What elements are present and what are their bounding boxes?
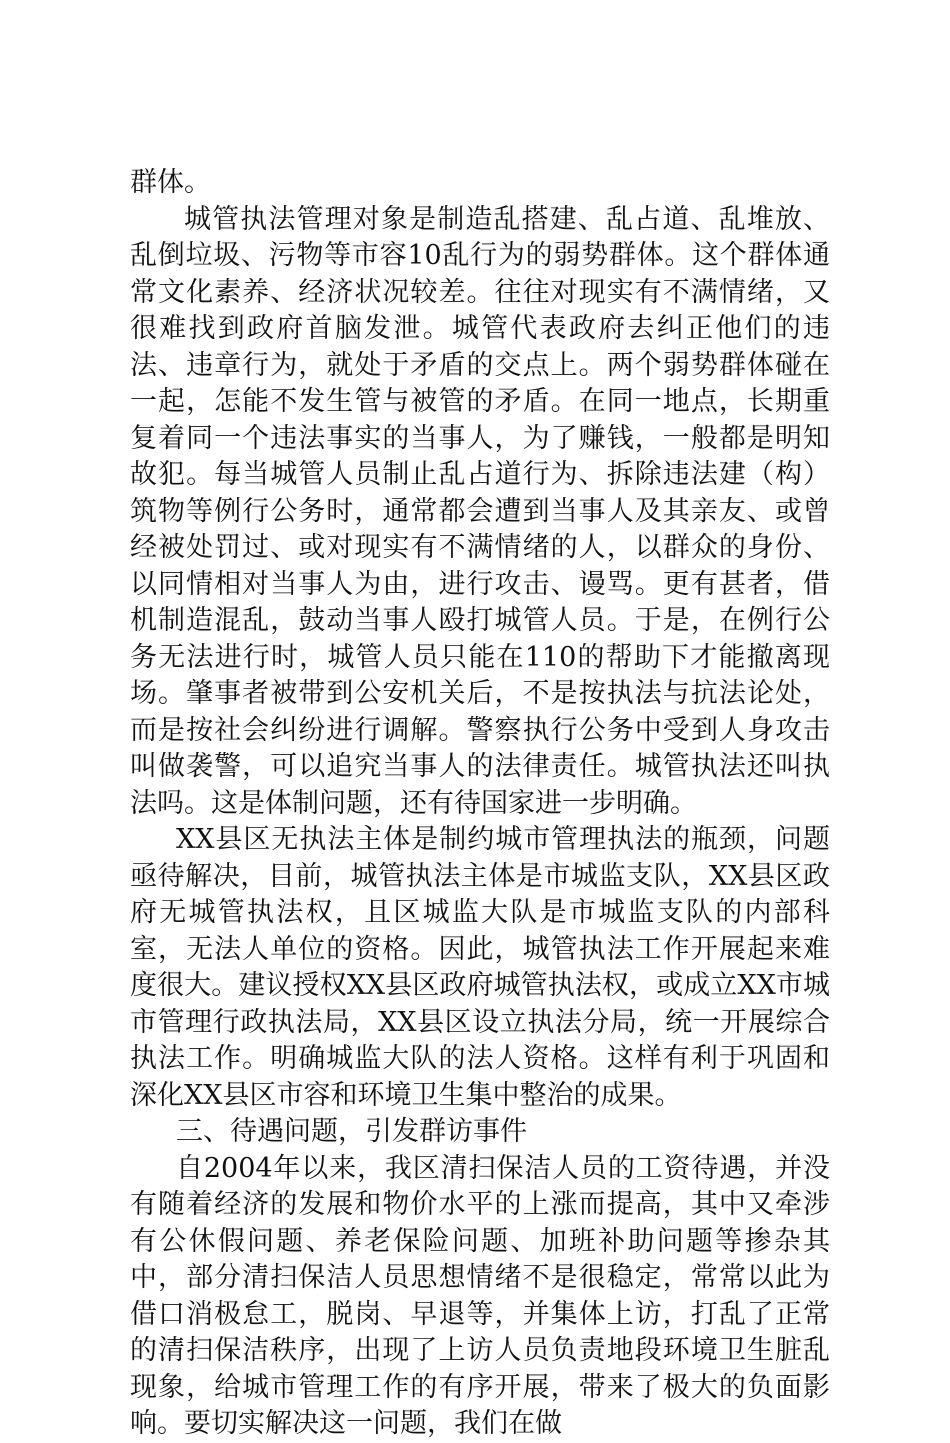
paragraph-enforcement-authority: XX县区无执法主体是制约城市管理执法的瓶颈，问题亟待解决，目前，城管执法主体是市城监支队，XX县区政府无城管执法权，且区城监大队是市城监支队的内部科室，无法人单位的资格。因此，城管执法工作开展起来难度很大。建议授权XX县区政府城管执法权，或成立XX市城市管理行政执法局，XX县区设立执法分局，统一开展综合执法工作。明确城监大队的法人资格。这样有利于巩固和深化XX县区市容和环境卫生集中整治的成果。 bbox=[130, 824, 830, 1111]
document-body bbox=[130, 165, 830, 1443]
paragraph-wages: 自2004年以来，我区清扫保洁人员的工资待遇，并没有随着经济的发展和物价水平的上涨而提高，其中又牵涉有公休假问题、养老保险问题、加班补助问题等掺杂其中，部分清扫保洁人员思想情绪不是很稳定，常常以此为借口消极怠工，脱岗、早退等，并集体上访，打乱了正常的清扫保洁秩序，出现了上访人员负责地段环境卫生脏乱现象，给城市管理工作的有序开展，带来了极大的负面影响。要切实解决这一问题，我们在做 bbox=[130, 1152, 830, 1439]
paragraph-continuation: 群体。 bbox=[130, 167, 211, 198]
section-heading-treatment: 三、待遇问题，引发群访事件 bbox=[176, 1116, 527, 1147]
paragraph-enforcement-targets: 城管执法管理对象是制造乱搭建、乱占道、乱堆放、乱倒垃圾、污物等市容10乱行为的弱势群体。这个群体通常文化素养、经济状况较差。往往对现实有不满情绪，又很难找到政府首脑发泄。城管代表政府去纠正他们的违法、违章行为，就处于矛盾的交点上。两个弱势群体碰在一起，怎能不发生管与被管的矛盾。在同一地点，长期重复着同一个违法事实的当事人，为了赚钱，一般都是明知故犯。每当城管人员制止乱占道行为、拆除违法建（构）筑物等例行公务时，通常都会遭到当事人及其亲友、或曾经被处罚过、或对现实有不满情绪的人，以群众的身份、以同情相对当事人为由，进行攻击、谩骂。更有甚者，借机制造混乱，鼓动当事人殴打城管人员。于是，在例行公务无法进行时，城管人员只能在110的帮助下才能撤离现场。肇事者被带到公安机关后，不是按执法与抗法论处，而是按社会纠纷进行调解。警察执行公务中受到人身攻击叫做袭警，可以追究当事人的法律责任。城管执法还叫执法吗。这是体制问题，还有待国家进一步明确。 bbox=[130, 203, 830, 819]
